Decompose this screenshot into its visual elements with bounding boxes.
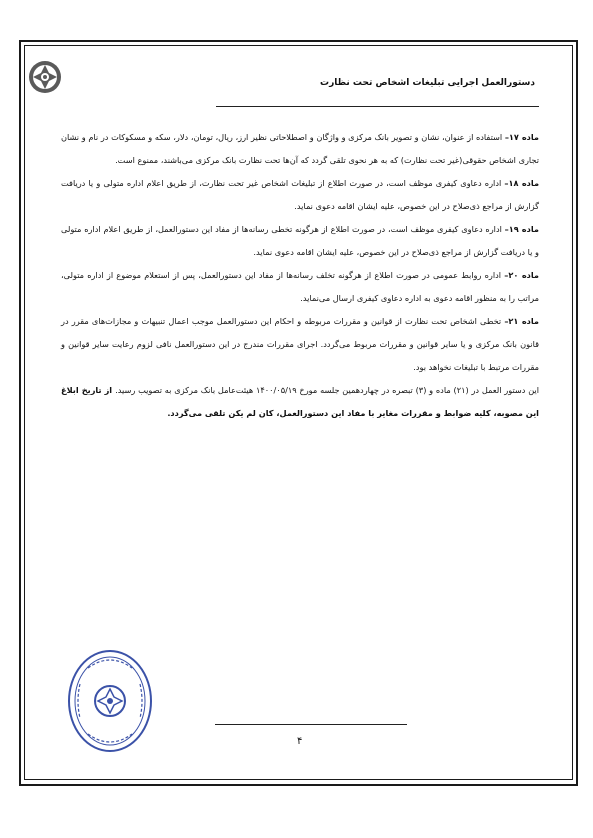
- article-text: استفاده از عنوان، نشان و تصویر بانک مرکزی و واژگان و اصطلاحاتی نظیر ارز، ریال، تومان، دلار، سکه و مسکوکات در نام و نشان تجاری اشخاص حقوقی(غیر تحت نظارت) که به هر نحوی تلقی گردد که آن‌ها تحت نظارت بانک مرکزی می‌باشند، ممنوع است.: [61, 132, 539, 165]
- document-title: دستورالعمل اجرایی تبلیغات اشخاص تحت نظارت: [320, 78, 535, 88]
- article-text: تخطی اشخاص تحت نظارت از قوانین و مقررات مربوطه و احکام این دستورالعمل موجب اعمال تنبیهات و مجازات‌های مقرر در قانون بانک مرکزی و یا سایر قوانین و مقررات مربوط می‌گردد. اجرای مقررات مندرج در این دستورالعمل نافی لزوم رعایت سایر قوانین و مقررات مرتبط با تبلیغات نخواهد بود.: [61, 316, 539, 372]
- official-seal-stamp-icon: [66, 648, 154, 754]
- article-21: [61, 310, 539, 379]
- closing-paragraph: [61, 379, 539, 425]
- article-20: [61, 264, 539, 310]
- article-17: [61, 126, 539, 172]
- page-number: ۴: [297, 736, 303, 747]
- article-18: [61, 172, 539, 218]
- article-text: اداره دعاوی کیفری موظف است، در صورت اطلاع از هرگونه تخطی رسانه‌ها از مفاد این دستورالعمل، از طریق اعلام اداره متولی و یا دریافت گزارش از مراجع ذی‌صلاح در این خصوص، علیه ایشان اقامه دعوی نماید.: [61, 224, 539, 257]
- document-body: [61, 126, 539, 425]
- header-divider: [216, 106, 539, 107]
- article-text: اداره روابط عمومی در صورت اطلاع از هرگونه تخلف رسانه‌ها از مفاد این دستورالعمل، پس از استعلام موضوع از اداره متولی، مراتب را به منظور اقامه دعوی به اداره دعاوی کیفری ارسال می‌نماید.: [61, 270, 539, 303]
- footer-divider: [215, 724, 407, 725]
- article-label: ماده ۲۰–: [504, 270, 539, 280]
- closing-effect: از تاریخ ابلاغ این مصوبه، کلیه ضوابط و مقررات مغایر با مفاد این دستورالعمل، کان لم یکن تلقی می‌گردد.: [61, 385, 539, 418]
- article-label: ماده ۱۷–: [504, 132, 539, 142]
- closing-approval: این دستور العمل در (۲۱) ماده و (۳) تبصره در چهاردهمین جلسه مورخ ۱۴۰۰/۰۵/۱۹ هیئت‌عامل بانک مرکزی به تصویب رسید.: [115, 385, 539, 395]
- article-label: ماده ۱۸–: [504, 178, 540, 188]
- article-19: [61, 218, 539, 264]
- article-label: ماده ۲۱–: [504, 316, 539, 326]
- central-bank-logo-icon: [27, 59, 63, 95]
- article-text: اداره دعاوی کیفری موظف است، در صورت اطلاع از تبلیغات اشخاص غیر تحت نظارت، از طریق اعلام اداره متولی و یا دریافت گزارش از مراجع ذی‌صلاح در این خصوص، علیه ایشان اقامه دعوی نماید.: [61, 178, 539, 211]
- article-label: ماده ۱۹–: [504, 224, 539, 234]
